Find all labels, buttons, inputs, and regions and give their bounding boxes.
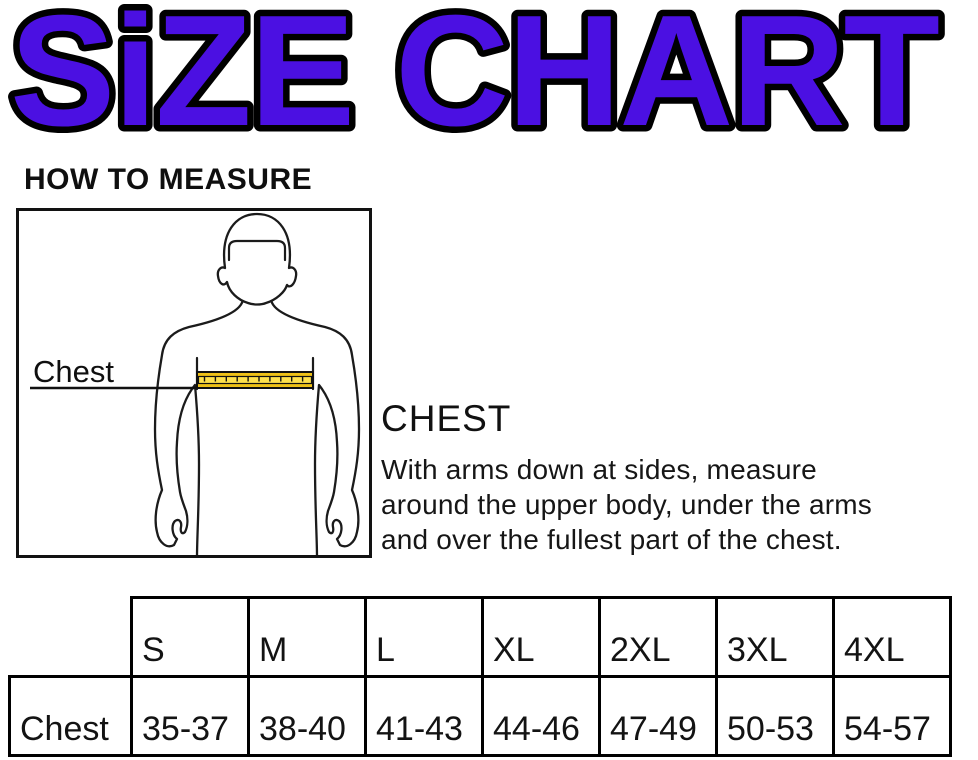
chest-value-4xl: 54-57 [832, 675, 952, 757]
torso-figure [155, 299, 359, 557]
chest-value-s: 35-37 [130, 675, 250, 757]
size-table-header-row [130, 596, 952, 678]
chest-value-xl: 44-46 [481, 675, 601, 757]
size-table [8, 596, 974, 757]
size-col-header-m: M [247, 596, 367, 678]
chest-instructions-line2: around the upper body, under the arms [381, 489, 872, 520]
size-col-header-l: L [364, 596, 484, 678]
chest-instructions-line1: With arms down at sides, measure [381, 454, 817, 485]
measurement-diagram [16, 208, 372, 558]
chest-instructions [381, 452, 872, 557]
chest-value-l: 41-43 [364, 675, 484, 757]
chest-value-m: 38-40 [247, 675, 367, 757]
chest-value-3xl: 50-53 [715, 675, 835, 757]
how-to-measure-heading: HOW TO MEASURE [24, 163, 313, 196]
diagram-chest-label: Chest [33, 354, 114, 389]
size-col-header-s: S [130, 596, 250, 678]
size-col-header-xl: XL [481, 596, 601, 678]
size-col-header-4xl: 4XL [832, 596, 952, 678]
size-chart-title [0, 0, 978, 156]
chest-row-label: Chest [8, 675, 133, 757]
size-table-chest-row [8, 675, 952, 757]
chest-section-heading: CHEST [381, 398, 512, 439]
chest-value-2xl: 47-49 [598, 675, 718, 757]
size-col-header-2xl: 2XL [598, 596, 718, 678]
size-chart-title-text: SiZE CHART [10, 0, 939, 156]
size-col-header-3xl: 3XL [715, 596, 835, 678]
chest-instructions-line3: and over the fullest part of the chest. [381, 524, 842, 555]
